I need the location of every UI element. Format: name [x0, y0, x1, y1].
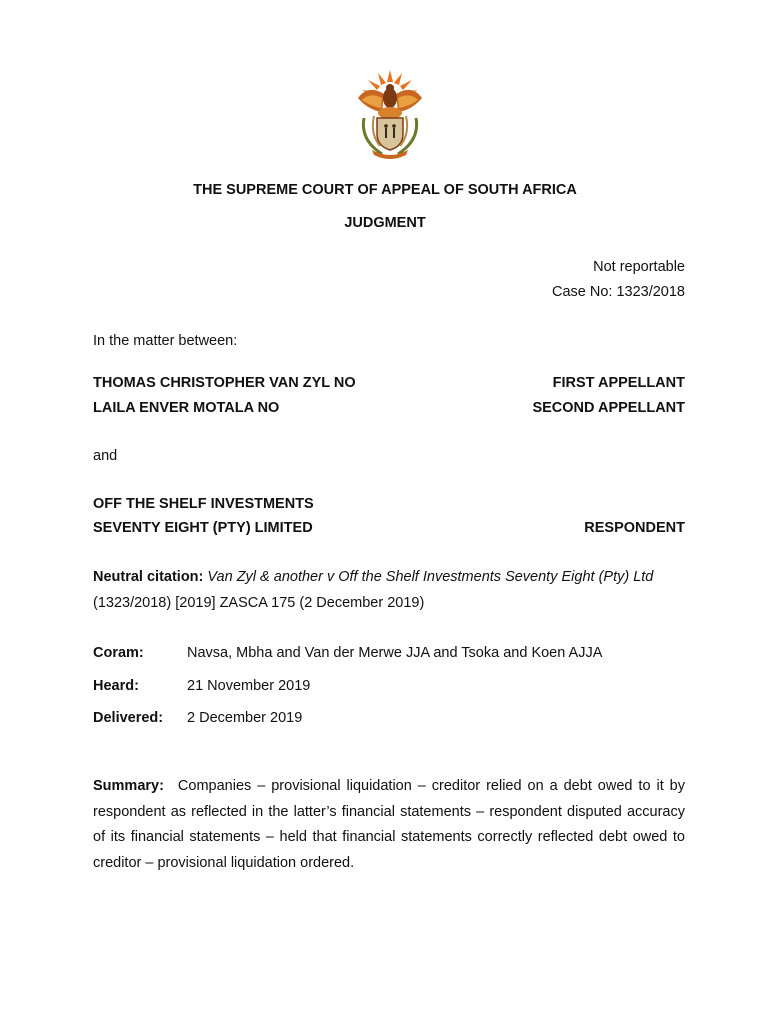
coat-of-arms-icon: [350, 68, 430, 160]
reportable-status: Not reportable: [593, 259, 685, 275]
respondent-name-line1: OFF THE SHELF INVESTMENTS: [93, 496, 314, 512]
coram-value: Navsa, Mbha and Van der Merwe JJA and Tsoka and Koen AJJA: [187, 645, 603, 661]
respondent-role: RESPONDENT: [584, 520, 685, 536]
summary: [93, 774, 685, 876]
and-separator: and: [93, 448, 118, 464]
respondent-name-line2: SEVENTY EIGHT (PTY) LIMITED: [93, 520, 313, 536]
summary-text: Companies – provisional liquidation – creditor relied on a debt owed to it by respondent as reflected in the latter’s financial statements – respondent disputed accuracy of its financial statements – held that financial statements correctly reflected debt owed to creditor – provisional liquidation ordered.: [93, 778, 685, 871]
document-type: JUDGMENT: [344, 215, 426, 231]
delivered-value: 2 December 2019: [187, 710, 303, 726]
heard-label: Heard:: [93, 678, 139, 694]
neutral-citation-label: Neutral citation:: [93, 569, 204, 585]
second-appellant-role: SECOND APPELLANT: [532, 400, 685, 416]
first-appellant-role: FIRST APPELLANT: [552, 375, 685, 391]
matter-intro: In the matter between:: [93, 333, 238, 349]
neutral-citation-reference: (1323/2018) [2019] ZASCA 175 (2 December 2019): [93, 594, 425, 611]
summary-label: Summary:: [93, 778, 164, 794]
case-number: Case No: 1323/2018: [551, 284, 685, 300]
heard-value: 21 November 2019: [187, 678, 311, 694]
coram-label: Coram:: [93, 645, 144, 661]
delivered-label: Delivered:: [93, 710, 164, 726]
court-title: THE SUPREME COURT OF APPEAL OF SOUTH AFRICA: [193, 182, 577, 198]
second-appellant-name: LAILA ENVER MOTALA NO: [93, 400, 280, 416]
first-appellant-name: THOMAS CHRISTOPHER VAN ZYL NO: [93, 375, 356, 391]
neutral-citation-title: Van Zyl & another v Off the Shelf Investments Seventy Eight (Pty) Ltd: [207, 569, 654, 585]
neutral-citation: [93, 565, 693, 616]
